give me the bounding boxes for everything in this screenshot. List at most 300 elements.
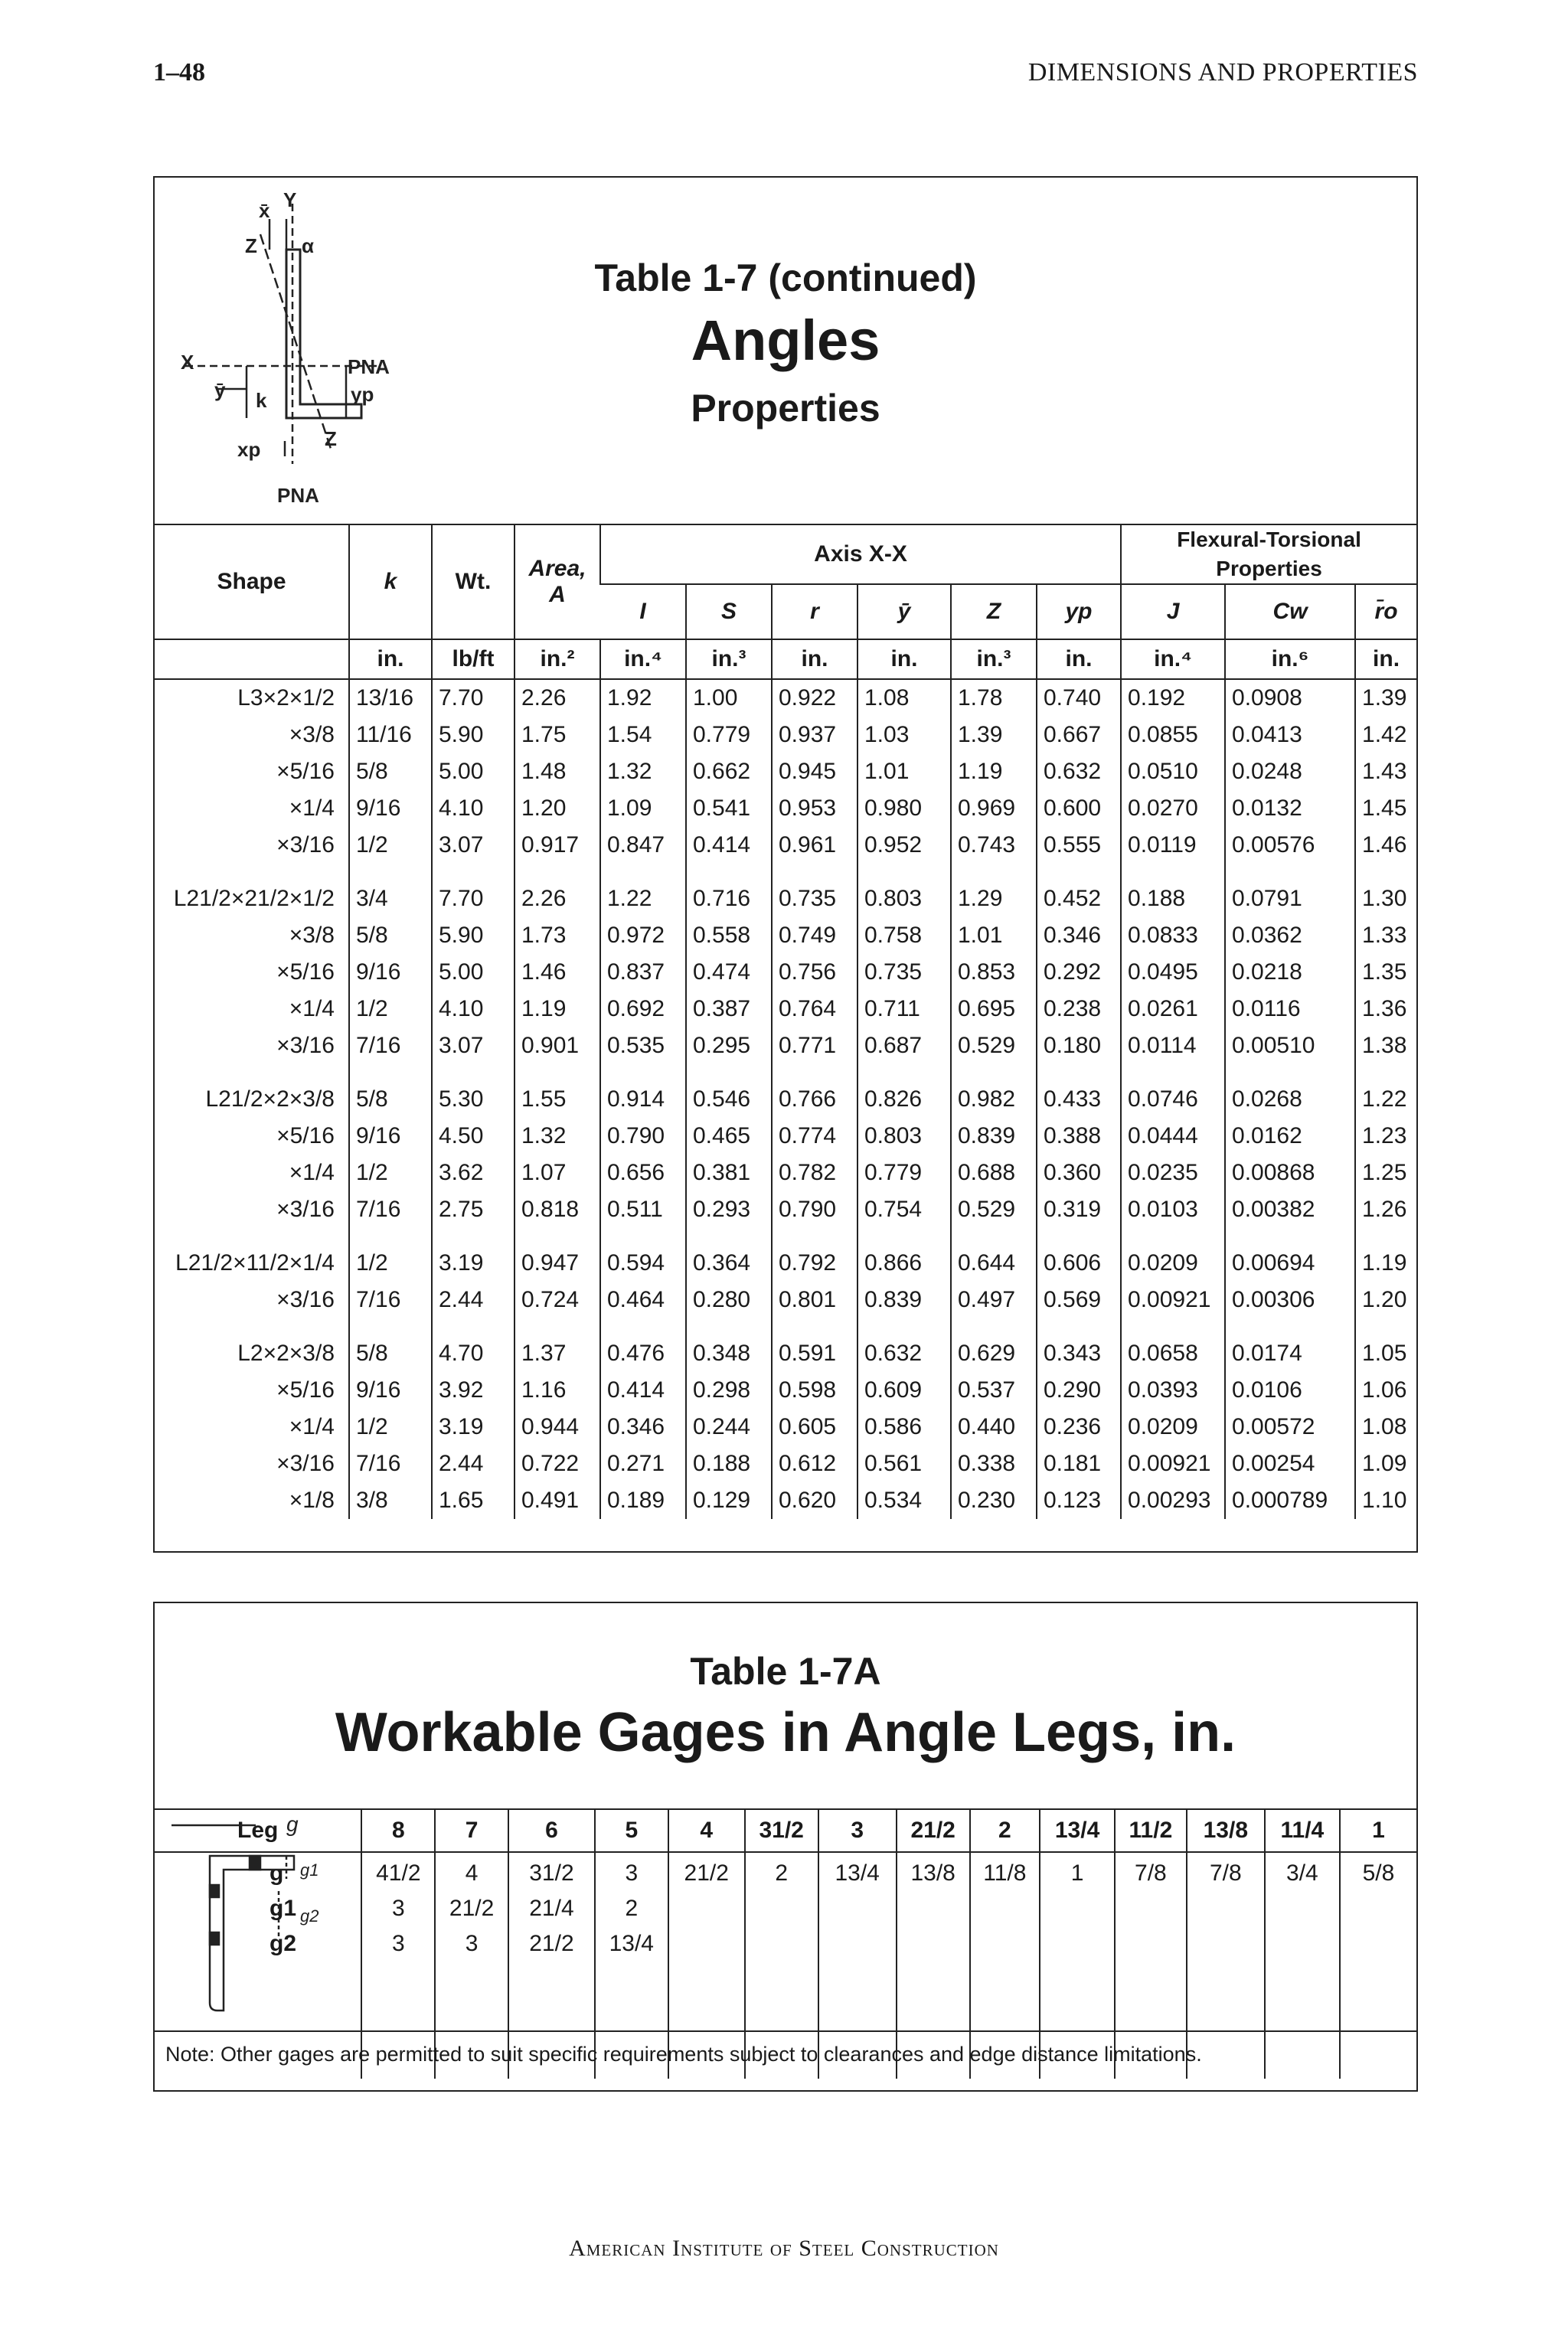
table-title: Workable Gages in Angle Legs, in.	[335, 1702, 1236, 1763]
value-cell: 0.629	[951, 1335, 1037, 1372]
gage-value: 1	[1070, 1860, 1084, 1886]
unit-cell: in.⁴	[600, 639, 686, 679]
value-cell: 1.19	[1355, 1245, 1416, 1282]
value-cell: 0.236	[1037, 1409, 1121, 1446]
table-row	[155, 1118, 1416, 1155]
unit-cell	[155, 639, 349, 679]
value-cell: 5.30	[432, 1081, 514, 1118]
value-cell: 0.511	[600, 1191, 686, 1228]
value-cell: 1.92	[600, 679, 686, 717]
diagram-label: ȳ	[214, 378, 226, 401]
value-cell: 0.529	[951, 1191, 1037, 1228]
value-cell: 0.847	[600, 827, 686, 864]
value-cell: 0.00694	[1225, 1245, 1355, 1282]
value-cell: 0.0162	[1225, 1118, 1355, 1155]
shape-cell: ×1/8	[289, 1488, 335, 1513]
diagram-label: x̄	[259, 199, 270, 222]
value-cell: 1/2	[349, 1409, 432, 1446]
value-cell: 1.39	[1355, 679, 1416, 717]
value-cell: 0.0908	[1225, 679, 1355, 717]
value-cell: 0.0209	[1121, 1245, 1225, 1282]
value-cell: 0.853	[951, 954, 1037, 991]
spacer-cell	[1355, 1228, 1416, 1245]
spacer-cell	[1121, 1228, 1225, 1245]
spacer-cell	[155, 864, 349, 880]
value-cell: 0.364	[686, 1245, 772, 1282]
value-cell: 0.0248	[1225, 753, 1355, 790]
table-row	[155, 880, 1416, 917]
table-row	[155, 827, 1416, 864]
value-cell: 13/16	[349, 679, 432, 717]
value-cell: 0.238	[1037, 991, 1121, 1027]
value-cell: 5.90	[432, 717, 514, 753]
value-cell: 0.00306	[1225, 1282, 1355, 1318]
value-cell: 0.754	[858, 1191, 951, 1228]
table-row	[155, 1191, 1416, 1228]
value-cell: 2.26	[514, 679, 600, 717]
value-cell: 0.594	[600, 1245, 686, 1282]
value-cell: 0.00254	[1225, 1446, 1355, 1482]
unit-cell: lb/ft	[432, 639, 514, 679]
value-cell: 0.944	[514, 1409, 600, 1446]
spacer-cell	[1225, 864, 1355, 880]
spacer-cell	[514, 1064, 600, 1081]
value-cell: 1.33	[1355, 917, 1416, 954]
value-cell: 0.188	[1121, 880, 1225, 917]
diagram-label: g2	[300, 1906, 319, 1926]
value-cell: 0.792	[772, 1245, 858, 1282]
group-spacer	[155, 1228, 1416, 1245]
value-cell: 5.90	[432, 917, 514, 954]
value-cell: 0.914	[600, 1081, 686, 1118]
value-cell: 7/16	[349, 1027, 432, 1064]
value-cell: 0.0413	[1225, 717, 1355, 753]
value-cell: 0.569	[1037, 1282, 1121, 1318]
value-cell: 0.771	[772, 1027, 858, 1064]
value-cell: 1.16	[514, 1372, 600, 1409]
gage-value: 4	[465, 1860, 479, 1886]
spacer-cell	[514, 1228, 600, 1245]
value-cell: 0.724	[514, 1282, 600, 1318]
table-row	[155, 679, 1416, 717]
value-cell: 5.00	[432, 753, 514, 790]
value-cell: 0.529	[951, 1027, 1037, 1064]
value-cell: 0.749	[772, 917, 858, 954]
value-cell: 0.620	[772, 1482, 858, 1519]
value-cell: 0.0114	[1121, 1027, 1225, 1064]
value-cell: 0.0270	[1121, 790, 1225, 827]
value-cell: 0.937	[772, 717, 858, 753]
value-cell: 9/16	[349, 1118, 432, 1155]
col-header-J: J	[1121, 584, 1225, 639]
col-header-k: k	[349, 524, 432, 639]
value-cell: 0.561	[858, 1446, 951, 1482]
gage-value: 7/8	[1135, 1860, 1167, 1886]
value-cell: 0.586	[858, 1409, 951, 1446]
value-cell: 1.25	[1355, 1155, 1416, 1191]
value-cell: 0.803	[858, 880, 951, 917]
gage-value: 41/2	[376, 1860, 421, 1886]
gage-value: 13/8	[910, 1860, 956, 1886]
unit-cell: in.²	[514, 639, 600, 679]
diagram-label: Z	[325, 427, 337, 450]
value-cell: 0.735	[858, 954, 951, 991]
value-cell: 0.0132	[1225, 790, 1355, 827]
spacer-cell	[600, 1064, 686, 1081]
spacer-cell	[349, 864, 432, 880]
value-cell: 0.00576	[1225, 827, 1355, 864]
value-cell: 0.0116	[1225, 991, 1355, 1027]
value-cell: 0.381	[686, 1155, 772, 1191]
value-cell: 1.20	[1355, 1282, 1416, 1318]
value-cell: 0.605	[772, 1409, 858, 1446]
value-cell: 4.10	[432, 790, 514, 827]
value-cell: 0.606	[1037, 1245, 1121, 1282]
spacer-cell	[858, 864, 951, 880]
value-cell: 1.73	[514, 917, 600, 954]
diagram-label: g1	[300, 1860, 319, 1880]
value-cell: 0.00921	[1121, 1282, 1225, 1318]
value-cell: 1.19	[514, 991, 600, 1027]
value-cell: 0.901	[514, 1027, 600, 1064]
value-cell: 0.766	[772, 1081, 858, 1118]
value-cell: 1.08	[858, 679, 951, 717]
value-cell: 0.192	[1121, 679, 1225, 717]
value-cell: 0.0495	[1121, 954, 1225, 991]
diagram-label: PNA	[348, 355, 390, 378]
value-cell: 1/2	[349, 1245, 432, 1282]
value-cell: 1.00	[686, 679, 772, 717]
value-cell: 0.735	[772, 880, 858, 917]
angle-gage-diagram	[164, 1810, 332, 2032]
value-cell: 0.0209	[1121, 1409, 1225, 1446]
leg-size-header: 2	[970, 1809, 1040, 1852]
value-cell: 0.801	[772, 1282, 858, 1318]
value-cell: 0.464	[600, 1282, 686, 1318]
value-cell: 7.70	[432, 880, 514, 917]
value-cell: 0.244	[686, 1409, 772, 1446]
gage-value: 13/4	[609, 1931, 654, 1956]
leg-size-header: 6	[508, 1809, 595, 1852]
col-header-r: r	[772, 584, 858, 639]
value-cell: 1.22	[600, 880, 686, 917]
spacer-cell	[349, 1064, 432, 1081]
value-cell: 0.632	[1037, 753, 1121, 790]
gage-value: 3	[625, 1860, 639, 1886]
value-cell: 0.433	[1037, 1081, 1121, 1118]
properties-table	[155, 524, 1416, 1519]
value-cell: 0.00293	[1121, 1482, 1225, 1519]
spacer-cell	[686, 864, 772, 880]
value-cell: 9/16	[349, 790, 432, 827]
value-cell: 1.37	[514, 1335, 600, 1372]
spacer-cell	[686, 1318, 772, 1335]
spacer-cell	[1037, 864, 1121, 880]
spacer-cell	[951, 1318, 1037, 1335]
diagram-label: yp	[351, 383, 374, 406]
value-cell: 0.0444	[1121, 1118, 1225, 1155]
unit-cell: in.³	[951, 639, 1037, 679]
value-cell: 1/2	[349, 827, 432, 864]
spacer-cell	[600, 1318, 686, 1335]
spacer-cell	[349, 1318, 432, 1335]
value-cell: 0.271	[600, 1446, 686, 1482]
spacer-cell	[514, 864, 600, 880]
value-cell: 0.952	[858, 827, 951, 864]
gage-value: 3	[391, 1931, 405, 1956]
unit-cell: in.⁴	[1121, 639, 1225, 679]
spacer-cell	[600, 864, 686, 880]
value-cell: 5/8	[349, 1081, 432, 1118]
properties-body	[155, 679, 1416, 1519]
table-subtitle: Properties	[691, 387, 880, 430]
value-cell: 0.0855	[1121, 717, 1225, 753]
value-cell: 0.612	[772, 1446, 858, 1482]
table-1-7a-frame	[153, 1602, 1418, 2092]
value-cell: 0.722	[514, 1446, 600, 1482]
value-cell: 0.688	[951, 1155, 1037, 1191]
leg-size-header: 5	[595, 1809, 668, 1852]
value-cell: 0.0119	[1121, 827, 1225, 864]
value-cell: 0.387	[686, 991, 772, 1027]
spacer-cell	[686, 1064, 772, 1081]
value-cell: 0.779	[858, 1155, 951, 1191]
gage-value: 11/8	[983, 1860, 1027, 1886]
spacer-cell	[1225, 1064, 1355, 1081]
unit-cell: in.	[1355, 639, 1416, 679]
gage-value: 21/2	[449, 1896, 495, 1921]
value-cell: 1.42	[1355, 717, 1416, 753]
table-1-7-frame	[153, 176, 1418, 1553]
value-cell: 0.346	[600, 1409, 686, 1446]
value-cell: 1.01	[951, 917, 1037, 954]
value-cell: 0.0106	[1225, 1372, 1355, 1409]
value-cell: 0.180	[1037, 1027, 1121, 1064]
col-header-wt: Wt.	[432, 524, 514, 639]
spacer-cell	[772, 1064, 858, 1081]
spacer-cell	[1037, 1228, 1121, 1245]
col-header-ybar: ȳ	[858, 584, 951, 639]
value-cell: 1.75	[514, 717, 600, 753]
value-cell: 1.32	[600, 753, 686, 790]
value-cell: 0.656	[600, 1155, 686, 1191]
value-cell: 1.38	[1355, 1027, 1416, 1064]
value-cell: 0.440	[951, 1409, 1037, 1446]
spacer-cell	[951, 1228, 1037, 1245]
value-cell: 1.09	[1355, 1446, 1416, 1482]
units-row	[155, 639, 1416, 679]
unit-cell: in.³	[686, 639, 772, 679]
value-cell: 1.29	[951, 880, 1037, 917]
value-cell: 0.826	[858, 1081, 951, 1118]
table-row	[155, 1027, 1416, 1064]
shape-cell: ×1/4	[289, 996, 335, 1021]
group-header-axis: Axis X-X	[600, 524, 1121, 584]
table-row	[155, 1372, 1416, 1409]
gage-value: 21/4	[529, 1896, 574, 1921]
value-cell: 0.292	[1037, 954, 1121, 991]
spacer-cell	[600, 1228, 686, 1245]
value-cell: 1.32	[514, 1118, 600, 1155]
value-cell: 0.756	[772, 954, 858, 991]
value-cell: 0.189	[600, 1482, 686, 1519]
value-cell: 1.45	[1355, 790, 1416, 827]
shape-cell: ×5/16	[276, 759, 335, 784]
value-cell: 0.188	[686, 1446, 772, 1482]
value-cell: 0.298	[686, 1372, 772, 1409]
gage-row-label: g2	[270, 1931, 297, 1956]
spacer-cell	[1037, 1064, 1121, 1081]
value-cell: 2.44	[432, 1282, 514, 1318]
value-cell: 1.07	[514, 1155, 600, 1191]
unit-cell: in.	[1037, 639, 1121, 679]
value-cell: 0.779	[686, 717, 772, 753]
value-cell: 0.319	[1037, 1191, 1121, 1228]
value-cell: 1.39	[951, 717, 1037, 753]
value-cell: 0.947	[514, 1245, 600, 1282]
gage-value: 3	[391, 1896, 405, 1921]
value-cell: 1.03	[858, 717, 951, 753]
value-cell: 1.01	[858, 753, 951, 790]
unit-cell: in.	[772, 639, 858, 679]
shape-cell: ×3/16	[276, 832, 335, 858]
value-cell: 1.23	[1355, 1118, 1416, 1155]
col-header-I: I	[639, 599, 646, 624]
value-cell: 1.22	[1355, 1081, 1416, 1118]
value-cell: 5/8	[349, 917, 432, 954]
leg-header: Leg	[155, 1809, 361, 1852]
value-cell: 4.70	[432, 1335, 514, 1372]
value-cell: 1.48	[514, 753, 600, 790]
value-cell: 3.07	[432, 1027, 514, 1064]
value-cell: 0.782	[772, 1155, 858, 1191]
gages-note: Note: Other gages are permitted to suit specific requirements subject to clearances and edge distance limitations.	[155, 2030, 1416, 2077]
value-cell: 0.00572	[1225, 1409, 1355, 1446]
value-cell: 2.26	[514, 880, 600, 917]
value-cell: 3/8	[349, 1482, 432, 1519]
value-cell: 7/16	[349, 1191, 432, 1228]
value-cell: 1.46	[1355, 827, 1416, 864]
gage-row-label: g1	[270, 1896, 297, 1921]
value-cell: 3.07	[432, 827, 514, 864]
spacer-cell	[858, 1228, 951, 1245]
shape-cell: L21/2×11/2×1/4	[175, 1250, 335, 1276]
value-cell: 0.980	[858, 790, 951, 827]
diagram-label: PNA	[277, 484, 319, 507]
value-cell: 0.360	[1037, 1155, 1121, 1191]
value-cell: 1.35	[1355, 954, 1416, 991]
table-row	[155, 1245, 1416, 1282]
value-cell: 0.969	[951, 790, 1037, 827]
value-cell: 3.92	[432, 1372, 514, 1409]
table-row	[155, 1155, 1416, 1191]
value-cell: 0.0833	[1121, 917, 1225, 954]
col-header-S: S	[686, 584, 772, 639]
value-cell: 0.0174	[1225, 1335, 1355, 1372]
value-cell: 3.19	[432, 1245, 514, 1282]
value-cell: 0.598	[772, 1372, 858, 1409]
gage-value: 31/2	[529, 1860, 574, 1886]
spacer-cell	[514, 1318, 600, 1335]
value-cell: 0.961	[772, 827, 858, 864]
value-cell: 1.30	[1355, 880, 1416, 917]
value-cell: 7/16	[349, 1282, 432, 1318]
leg-size-header: 31/2	[745, 1809, 818, 1852]
value-cell: 1.20	[514, 790, 600, 827]
value-cell: 4.50	[432, 1118, 514, 1155]
value-cell: 0.497	[951, 1282, 1037, 1318]
gage-value: 2	[775, 1860, 788, 1886]
diagram-label: α	[302, 234, 314, 257]
section-title: DIMENSIONS AND PROPERTIES	[1027, 58, 1418, 87]
shape-cell: L3×2×1/2	[237, 685, 335, 710]
col-header-ro: r̄o	[1355, 584, 1416, 639]
table-row	[155, 1446, 1416, 1482]
spacer-cell	[432, 1228, 514, 1245]
spacer-cell	[1225, 1318, 1355, 1335]
value-cell: 0.343	[1037, 1335, 1121, 1372]
shape-cell: ×3/16	[276, 1033, 335, 1058]
value-cell: 0.535	[600, 1027, 686, 1064]
col-header-yp: yp	[1037, 584, 1121, 639]
value-cell: 1.78	[951, 679, 1037, 717]
value-cell: 0.743	[951, 827, 1037, 864]
value-cell: 0.491	[514, 1482, 600, 1519]
value-cell: 4.10	[432, 991, 514, 1027]
table-row	[155, 1282, 1416, 1318]
value-cell: 0.0268	[1225, 1081, 1355, 1118]
value-cell: 0.534	[858, 1482, 951, 1519]
value-cell: 0.866	[858, 1245, 951, 1282]
value-cell: 0.764	[772, 991, 858, 1027]
spacer-cell	[432, 1064, 514, 1081]
value-cell: 0.687	[858, 1027, 951, 1064]
value-cell: 1.46	[514, 954, 600, 991]
spacer-cell	[772, 1318, 858, 1335]
unit-cell: in.⁶	[1225, 639, 1355, 679]
spacer-cell	[1121, 1318, 1225, 1335]
shape-cell: ×3/8	[289, 923, 335, 948]
value-cell: 1/2	[349, 991, 432, 1027]
value-cell: 0.465	[686, 1118, 772, 1155]
value-cell: 0.922	[772, 679, 858, 717]
gage-value: 3	[465, 1931, 479, 1956]
spacer-cell	[432, 1318, 514, 1335]
value-cell: 0.558	[686, 917, 772, 954]
col-header-Z: Z	[951, 584, 1037, 639]
value-cell: 0.591	[772, 1335, 858, 1372]
value-cell: 1/2	[349, 1155, 432, 1191]
value-cell: 1.10	[1355, 1482, 1416, 1519]
spacer-cell	[772, 864, 858, 880]
value-cell: 0.280	[686, 1282, 772, 1318]
gage-value: 7/8	[1209, 1860, 1242, 1886]
group-spacer	[155, 1318, 1416, 1335]
value-cell: 0.740	[1037, 679, 1121, 717]
value-cell: 0.230	[951, 1482, 1037, 1519]
value-cell: 1.05	[1355, 1335, 1416, 1372]
value-cell: 0.711	[858, 991, 951, 1027]
value-cell: 0.00921	[1121, 1446, 1225, 1482]
leg-size-header: 13/8	[1187, 1809, 1265, 1852]
value-cell: 1.19	[951, 753, 1037, 790]
value-cell: 11/16	[349, 717, 432, 753]
value-cell: 0.414	[686, 827, 772, 864]
shape-cell: L21/2×21/2×1/2	[173, 886, 335, 911]
gage-value: 2	[625, 1896, 639, 1921]
value-cell: 0.632	[858, 1335, 951, 1372]
shape-cell: ×5/16	[276, 1377, 335, 1403]
